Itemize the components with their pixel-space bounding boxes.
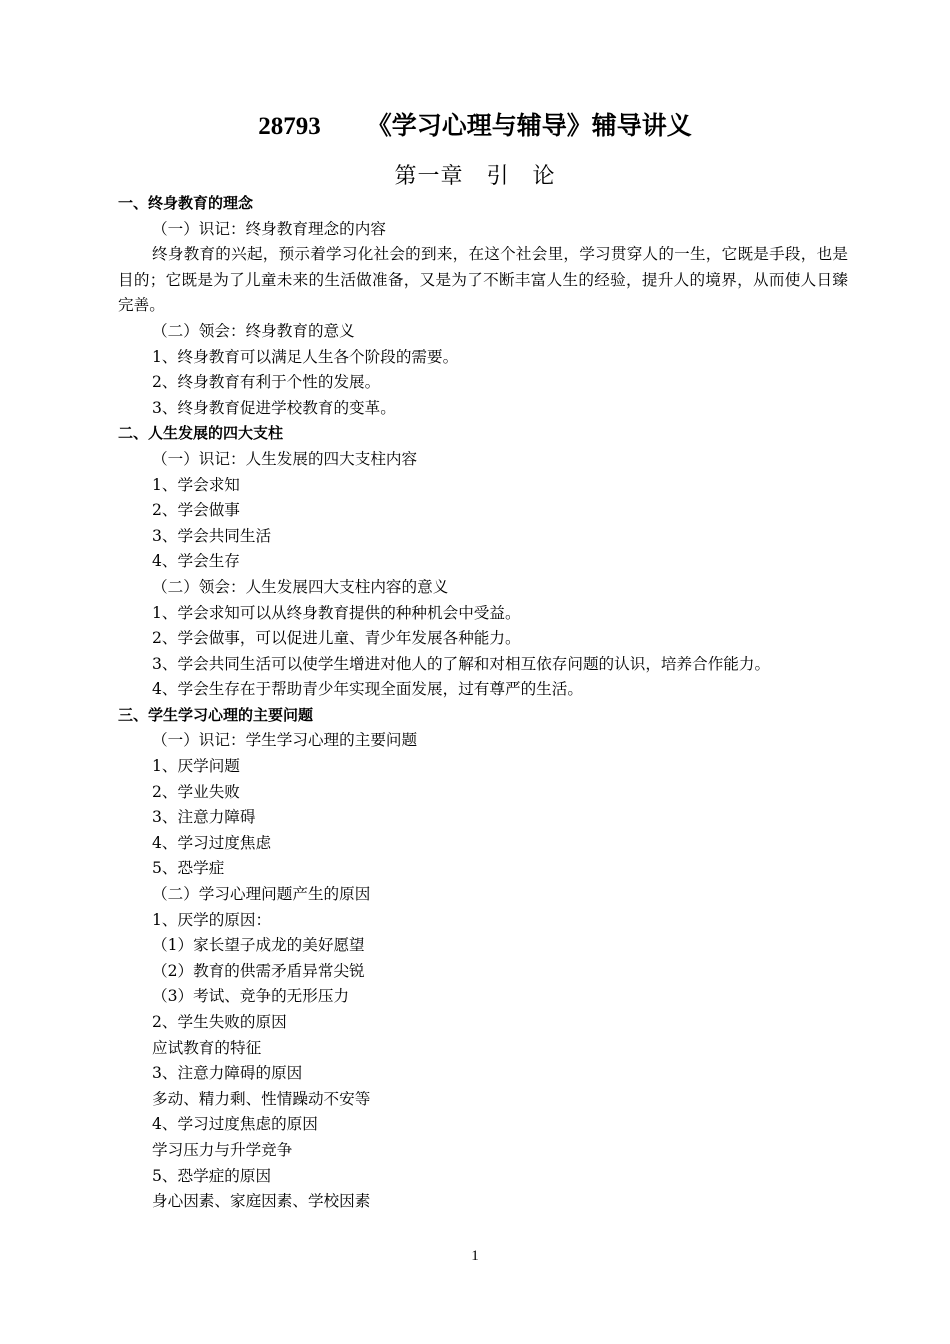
list-item: 2、终身教育有利于个性的发展。 — [152, 373, 381, 392]
list-item: 1、终身教育可以满足人生各个阶段的需要。 — [152, 347, 459, 366]
list-item: 3、注意力障碍 — [152, 808, 256, 827]
page-number: 1 — [471, 1248, 479, 1264]
list-item: 1、厌学的原因： — [152, 910, 272, 929]
list-item: 3、学会共同生活 — [152, 526, 272, 545]
subsection-heading: （一）识记：终身教育理念的内容 — [152, 219, 386, 238]
list-item: 2、学业失败 — [152, 782, 240, 801]
list-item: 1、学会求知可以从终身教育提供的种种机会中受益。 — [152, 603, 521, 622]
list-item: （2）教育的供需矛盾异常尖锐 — [152, 961, 365, 980]
course-title: 《学习心理与辅导》辅导讲义 — [366, 111, 692, 140]
list-item: 1、学会求知 — [152, 475, 240, 494]
list-item: 多动、精力剩、性情躁动不安等 — [152, 1089, 371, 1108]
list-item: 应试教育的特征 — [152, 1038, 262, 1057]
list-item: 学习压力与升学竞争 — [152, 1140, 293, 1159]
list-item: 3、注意力障碍的原因 — [152, 1064, 303, 1083]
list-item: 2、学会做事 — [152, 501, 240, 520]
list-item: 4、学会生存在于帮助青少年实现全面发展，过有尊严的生活。 — [152, 680, 583, 699]
list-item: 5、恐学症 — [152, 859, 225, 878]
list-item: 2、学会做事，可以促进儿童、青少年发展各种能力。 — [152, 629, 521, 648]
document-body — [118, 191, 848, 1215]
list-item: 3、终身教育促进学校教育的变革。 — [152, 398, 396, 417]
list-item: （3）考试、竞争的无形压力 — [152, 987, 350, 1006]
section-heading: 二、人生发展的四大支柱 — [118, 424, 284, 443]
subsection-heading: （二）学习心理问题产生的原因 — [152, 885, 371, 904]
paragraph: 终身教育的兴起，预示着学习化社会的到来，在这个社会里，学习贯穿人的一生，它既是手段，也是目的；它既是为了儿童未来的生活做准备，又是为了不断丰富人生的经验，提升人的境界，从而使人日臻完善。 — [118, 245, 848, 315]
list-item: 2、学生失败的原因 — [152, 1013, 287, 1031]
course-code: 28793 — [258, 113, 321, 140]
section-heading: 三、学生学习心理的主要问题 — [118, 705, 314, 724]
list-item: 4、学习过度焦虑的原因 — [152, 1115, 318, 1134]
document-title — [0, 108, 950, 145]
subsection-heading: （二）领会：终身教育的意义 — [152, 321, 355, 340]
list-item: 5、恐学症的原因 — [152, 1166, 272, 1185]
section-heading: 一、终身教育的理念 — [118, 194, 254, 212]
subsection-heading: （一）识记：学生学习心理的主要问题 — [152, 731, 418, 750]
chapter-heading: 第一章 引 论 — [394, 164, 556, 189]
list-item: 3、学会共同生活可以使学生增进对他人的了解和对相互依存问题的认识，培养合作能力。 — [152, 654, 771, 673]
subsection-heading: （二）领会：人生发展四大支柱内容的意义 — [152, 577, 449, 596]
list-item: 4、学习过度焦虑 — [152, 833, 272, 852]
list-item: 4、学会生存 — [152, 552, 240, 571]
list-item: 1、厌学问题 — [152, 757, 240, 776]
list-item: 身心因素、家庭因素、学校因素 — [152, 1192, 371, 1211]
list-item: （1）家长望子成龙的美好愿望 — [152, 936, 365, 955]
subsection-heading: （一）识记：人生发展的四大支柱内容 — [152, 449, 418, 468]
